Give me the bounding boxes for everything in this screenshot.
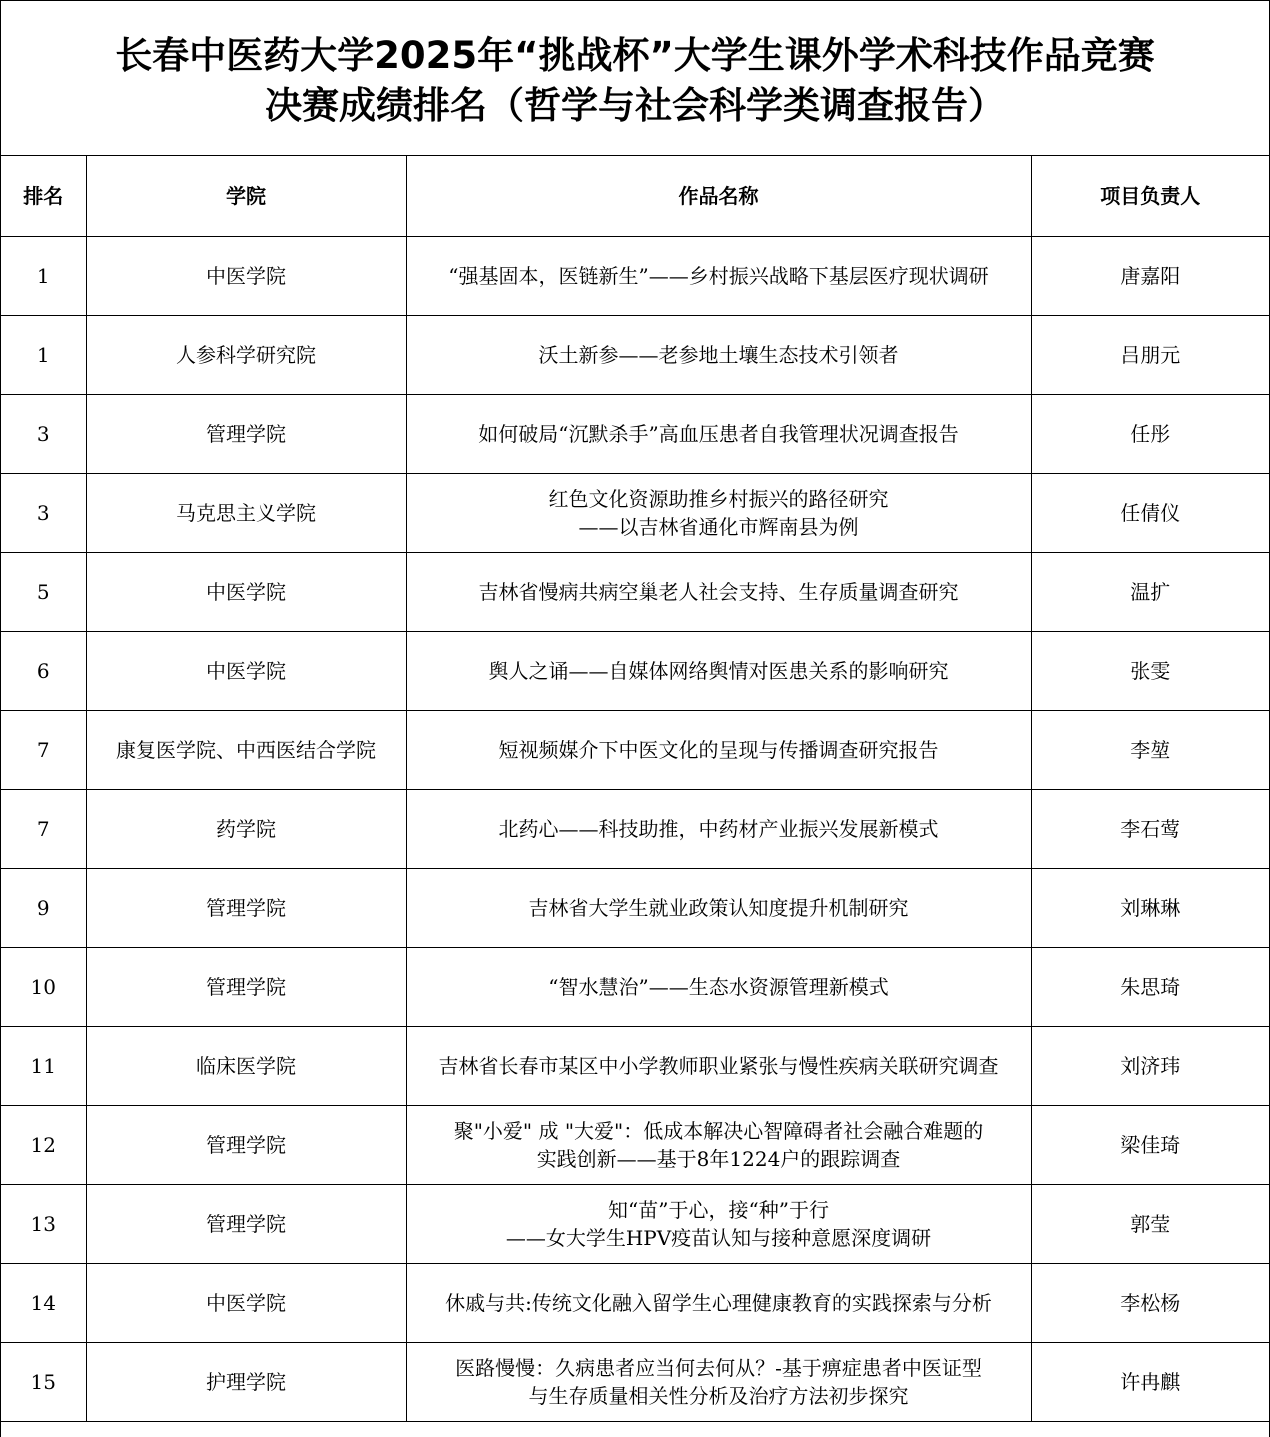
table-row	[1, 315, 1269, 394]
title-line-2: 决赛成绩排名（哲学与社会科学类调查报告）	[265, 84, 1005, 127]
table-row	[1, 789, 1269, 868]
work-title-cell	[406, 631, 1031, 710]
college-cell: 临床医学院	[86, 1026, 406, 1105]
leader-cell: 刘济玮	[1031, 1026, 1269, 1105]
rank-cell: 6	[1, 631, 86, 710]
leader-cell: 吕朋元	[1031, 315, 1269, 394]
rank-cell: 14	[1, 1263, 86, 1342]
work-title-line: 沃土新参——老参地土壤生态技术引领者	[538, 342, 899, 367]
ranking-table	[1, 156, 1269, 1422]
table-row	[1, 1184, 1269, 1263]
college-cell: 管理学院	[86, 1184, 406, 1263]
college-cell: 护理学院	[86, 1342, 406, 1421]
work-title-cell	[406, 1026, 1031, 1105]
work-title-line: 北药心——科技助推，中药材产业振兴发展新模式	[498, 816, 939, 841]
page-title	[1, 1, 1269, 156]
college-cell: 中医学院	[86, 236, 406, 315]
table-row	[1, 1342, 1269, 1421]
rank-cell: 7	[1, 710, 86, 789]
leader-cell: 刘琳琳	[1031, 868, 1269, 947]
title-line-1: 长春中医药大学2025年“挑战杯”大学生课外学术科技作品竞赛	[115, 34, 1155, 77]
work-title-cell	[406, 236, 1031, 315]
work-title-cell	[406, 552, 1031, 631]
work-title-cell	[406, 394, 1031, 473]
work-title-cell	[406, 1184, 1031, 1263]
table-row	[1, 552, 1269, 631]
leader-cell: 朱思琦	[1031, 947, 1269, 1026]
work-title-line: 吉林省大学生就业政策认知度提升机制研究	[528, 895, 909, 920]
leader-cell: 任彤	[1031, 394, 1269, 473]
work-title-line: 红色文化资源助推乡村振兴的路径研究	[548, 486, 889, 511]
work-title-line: 休戚与共:传统文化融入留学生心理健康教育的实践探索与分析	[445, 1290, 992, 1315]
work-title-line: 舆人之诵——自媒体网络舆情对医患关系的影响研究	[488, 658, 949, 683]
table-row	[1, 236, 1269, 315]
header-college: 学院	[86, 156, 406, 236]
work-title-cell	[406, 473, 1031, 552]
leader-cell: 李松杨	[1031, 1263, 1269, 1342]
rank-cell: 10	[1, 947, 86, 1026]
rank-cell: 15	[1, 1342, 86, 1421]
leader-cell: 梁佳琦	[1031, 1105, 1269, 1184]
college-cell: 管理学院	[86, 947, 406, 1026]
work-title-line: ——女大学生HPV疫苗认知与接种意愿深度调研	[505, 1225, 932, 1250]
work-title-line: 实践创新——基于8年1224户的跟踪调查	[536, 1146, 901, 1171]
work-title-cell	[406, 1263, 1031, 1342]
leader-cell: 许冉麒	[1031, 1342, 1269, 1421]
header-rank: 排名	[1, 156, 86, 236]
work-title-cell	[406, 710, 1031, 789]
rank-cell: 1	[1, 315, 86, 394]
work-title-line: “智水慧治”——生态水资源管理新模式	[548, 974, 889, 999]
table-header-row	[1, 156, 1269, 236]
college-cell: 康复医学院、中西医结合学院	[86, 710, 406, 789]
table-row	[1, 868, 1269, 947]
college-cell: 马克思主义学院	[86, 473, 406, 552]
rank-cell: 3	[1, 473, 86, 552]
table-row	[1, 1105, 1269, 1184]
leader-cell: 郭莹	[1031, 1184, 1269, 1263]
work-title-line: 如何破局“沉默杀手”高血压患者自我管理状况调查报告	[478, 421, 959, 446]
table-row	[1, 947, 1269, 1026]
table-row	[1, 473, 1269, 552]
college-cell: 中医学院	[86, 1263, 406, 1342]
work-title-line: 吉林省慢病共病空巢老人社会支持、生存质量调查研究	[478, 579, 959, 604]
rank-cell: 13	[1, 1184, 86, 1263]
header-leader: 项目负责人	[1031, 156, 1269, 236]
work-title-line: 吉林省长春市某区中小学教师职业紧张与慢性疾病关联研究调查	[438, 1053, 999, 1078]
table-row	[1, 1263, 1269, 1342]
work-title-line: 短视频媒介下中医文化的呈现与传播调查研究报告	[498, 737, 939, 762]
rank-cell: 9	[1, 868, 86, 947]
table-row	[1, 631, 1269, 710]
rank-cell: 7	[1, 789, 86, 868]
work-title-line: “强基固本，医链新生”——乡村振兴战略下基层医疗现状调研	[448, 263, 989, 288]
work-title-line: 聚"小爱" 成 "大爱"：低成本解决心智障碍者社会融合难题的	[453, 1118, 984, 1143]
work-title-line: 知“苗”于心，接“种”于行	[608, 1197, 829, 1222]
college-cell: 中医学院	[86, 552, 406, 631]
work-title-line: 与生存质量相关性分析及治疗方法初步探究	[528, 1383, 909, 1408]
leader-cell: 张雯	[1031, 631, 1269, 710]
work-title-line: ——以吉林省通化市辉南县为例	[578, 514, 859, 539]
table-body	[1, 236, 1269, 1421]
college-cell: 药学院	[86, 789, 406, 868]
table-row	[1, 1026, 1269, 1105]
table-row	[1, 394, 1269, 473]
leader-cell: 李堃	[1031, 710, 1269, 789]
college-cell: 管理学院	[86, 868, 406, 947]
work-title-line: 医路慢慢：久病患者应当何去何从？-基于痹症患者中医证型	[455, 1355, 982, 1380]
table-row	[1, 710, 1269, 789]
college-cell: 人参科学研究院	[86, 315, 406, 394]
leader-cell: 温扩	[1031, 552, 1269, 631]
work-title-cell	[406, 868, 1031, 947]
work-title-cell	[406, 1342, 1031, 1421]
rank-cell: 3	[1, 394, 86, 473]
rank-cell: 5	[1, 552, 86, 631]
work-title-cell	[406, 315, 1031, 394]
rank-cell: 11	[1, 1026, 86, 1105]
leader-cell: 唐嘉阳	[1031, 236, 1269, 315]
work-title-cell	[406, 789, 1031, 868]
header-work: 作品名称	[406, 156, 1031, 236]
leader-cell: 任倩仪	[1031, 473, 1269, 552]
college-cell: 管理学院	[86, 1105, 406, 1184]
work-title-cell	[406, 1105, 1031, 1184]
leader-cell: 李石莺	[1031, 789, 1269, 868]
work-title-cell	[406, 947, 1031, 1026]
college-cell: 中医学院	[86, 631, 406, 710]
rank-cell: 1	[1, 236, 86, 315]
rank-cell: 12	[1, 1105, 86, 1184]
college-cell: 管理学院	[86, 394, 406, 473]
